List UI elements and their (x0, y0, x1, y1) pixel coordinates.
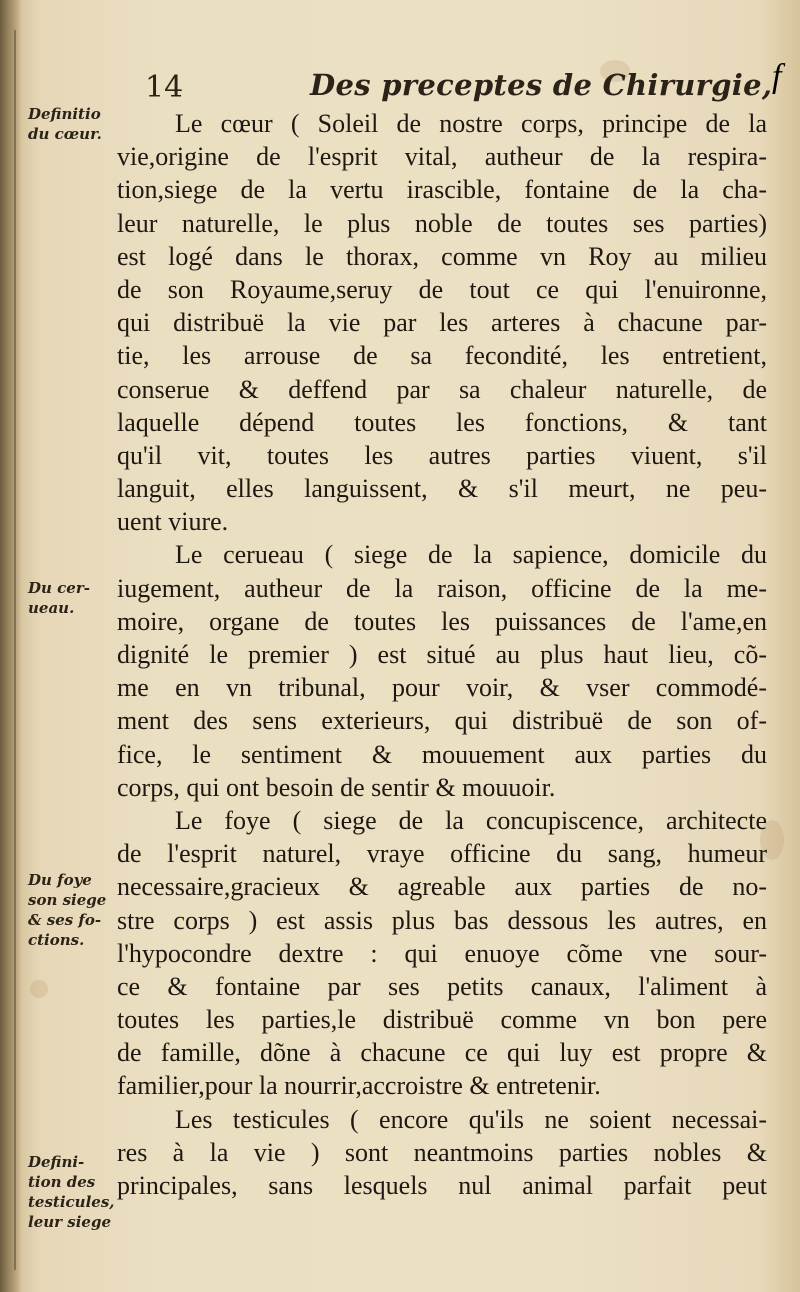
text-line: ment des sens exterieurs, qui distribuë de son of- (117, 706, 767, 736)
margin-note-line: Du cer- (28, 579, 90, 597)
text-line: tie, les arrouse de sa fecondité, les entretient, (117, 341, 767, 371)
text-line: l'hypocondre dextre : qui enuoye cõme vne sour- (117, 938, 767, 968)
binding-edge (14, 30, 16, 1270)
text-line: stre corps ) est assis plus bas dessous les autres, en (117, 905, 767, 935)
binding-gutter (0, 0, 22, 1292)
margin-note-brain (28, 578, 120, 618)
text-line: Les testicules ( encore qu'ils ne soient necessai- (175, 1104, 767, 1134)
margin-note-liver (28, 870, 120, 950)
running-title: Des preceptes de Chirurgie, (310, 68, 773, 102)
margin-note-heart (28, 104, 120, 144)
margin-note-line: du cœur. (28, 125, 102, 143)
text-line: Le foye ( siege de la concupiscence, architecte (175, 805, 767, 835)
text-line: qu'il vit, toutes les autres parties viuent, s'il (117, 440, 767, 470)
page-header (0, 68, 800, 108)
margin-note-line: ctions. (28, 931, 85, 949)
margin-note-line: Defini- (28, 1153, 85, 1171)
text-line: qui distribuë la vie par les arteres à chacune par- (117, 308, 767, 338)
body-text (117, 107, 767, 1202)
text-line: Le cœur ( Soleil de nostre corps, principe de la (175, 109, 767, 138)
text-line: ce & fontaine par ses petits canaux, l'aliment à (117, 971, 767, 1001)
text-line: leur naturelle, le plus noble de toutes ses parties) (117, 208, 767, 238)
margin-note-line: & ses fo- (28, 911, 102, 929)
text-line: res à la vie ) sont neantmoins parties nobles & (117, 1137, 767, 1167)
text-line: vie,origine de l'esprit vital, autheur de la respira- (117, 142, 767, 172)
margin-note-line: testicules, (28, 1193, 115, 1211)
text-line: de l'esprit naturel, vraye officine du sang, humeur (117, 839, 767, 869)
text-line: moire, organe de toutes les puissances de l'ame,en (117, 606, 767, 636)
text-line: laquelle dépend toutes les fonctions, & tant (117, 407, 767, 437)
margin-note-line: Du foye (28, 871, 92, 889)
margin-note-line: Definitio (28, 105, 101, 123)
text-line: conserue & deffend par sa chaleur naturelle, de (117, 374, 767, 404)
margin-note-line: leur siege (28, 1213, 111, 1231)
margin-note-testicles (28, 1152, 120, 1232)
text-line: familier,pour la nourrir,accroistre & entretenir. (117, 1071, 601, 1101)
text-line: Le cerueau ( siege de la sapience, domicile du (175, 540, 767, 570)
text-line: corps, qui ont besoin de sentir & mouuoir. (117, 772, 556, 802)
text-line: de famille, dõne à chacune ce qui luy est propre & (117, 1038, 767, 1068)
corner-mark: f (772, 58, 782, 95)
page-number: 14 (145, 70, 184, 105)
text-line: languit, elles languissent, & s'il meurt, ne peu- (117, 474, 767, 504)
text-line: toutes les parties,le distribuë comme vn bon pere (117, 1005, 767, 1035)
text-line: fice, le sentiment & mouuement aux parties du (117, 739, 767, 769)
text-line: tion,siege de la vertu irascible, fontaine de la cha- (117, 175, 767, 205)
text-line: uent viure. (117, 507, 229, 537)
text-line: me en vn tribunal, pour voir, & vser commodé- (117, 673, 767, 703)
text-line: de son Royaume,seruy de tout ce qui l'enuironne, (117, 274, 767, 304)
paper-stain (30, 980, 48, 998)
margin-note-line: ueau. (28, 599, 75, 617)
margin-note-line: son siege (28, 891, 107, 909)
margin-note-line: tion des (28, 1173, 96, 1191)
text-line: principales, sans lesquels nul animal parfait peut (117, 1171, 767, 1200)
text-line: est logé dans le thorax, comme vn Roy au milieu (117, 241, 767, 271)
text-line: dignité le premier ) est situé au plus haut lieu, cõ- (117, 640, 767, 669)
text-line: necessaire,gracieux & agreable aux parties de no- (117, 872, 767, 902)
text-line: iugement, autheur de la raison, officine de la me- (117, 573, 767, 603)
